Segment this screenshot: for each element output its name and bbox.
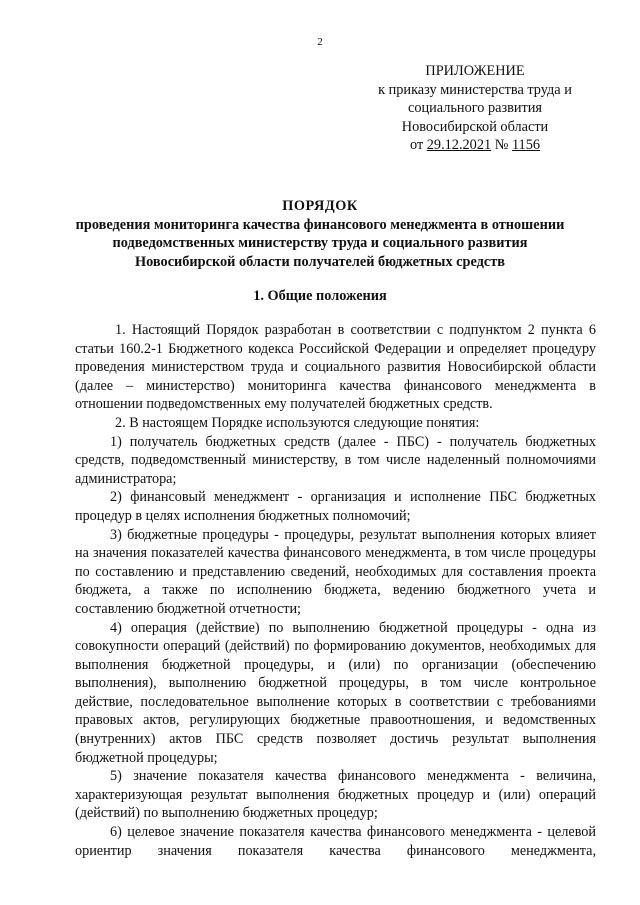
paragraph-definition-2: 2) финансовый менеджмент - организация и исполнение ПБС бюджетных процедур в целях исполнения бюджетных полномочий; (75, 489, 596, 524)
title-line-3: Новосибирской области получателей бюджетных средств (135, 253, 505, 270)
appendix-line-3: Новосибирской области (401, 118, 549, 135)
document-title (62, 197, 578, 271)
paragraph-1: 1. Настоящий Порядок разработан в соответствии с подпунктом 2 пункта 6 статьи 160.2-1 Бюджетного кодекса Российской Федерации и определяет процедуру проведения министерством труда и социального развития Новосибирской области (далее – министерство) мониторинга качества финансового менеджмента в отношении подведомственных ему получателей бюджетных средств. (75, 322, 596, 413)
number-prefix: № (494, 137, 509, 154)
document-body (75, 321, 596, 860)
section-heading: 1. Общие положения (253, 288, 387, 304)
paragraph-definition-1: 1) получатель бюджетных средств (далее - ПБС) - получатель бюджетных средств, подведомственный министерству, в том числе наделенный полномочиями администратора; (75, 433, 596, 487)
appendix-title: ПРИЛОЖЕНИЕ (425, 63, 525, 79)
appendix-line-2: социального развития (408, 100, 542, 117)
paragraph-definition-4: 4) операция (действие) по выполнению бюджетной процедуры - одна из совокупности операций (действий) по формированию документов, необходимых для выполнения бюджетной процедуры, и (или) по организации (обеспечению выполнения), выполнению бюджетной процедуры, в том числе контрольное действие, последовательное выполнение которых в соответствии с требованиями правовых актов, регулирующих бюджетные правоотношения, и ведомственных (внутренних) актов ПБС средств позволяет достичь результат выполнения бюджетной процедуры; (75, 619, 596, 766)
title-main: ПОРЯДОК (282, 198, 358, 214)
page-number: 2 (317, 36, 323, 48)
appendix-block (362, 62, 588, 155)
paragraph-definition-5: 5) значение показателя качества финансового менеджмента - величина, характеризующая результат выполнения бюджетных процедур и (или) операций (действий) по выполнению бюджетных процедур; (75, 768, 596, 822)
order-number: 1156 (511, 137, 541, 154)
title-line-2: подведомственных министерству труда и социального развития (112, 235, 528, 252)
appendix-line-1: к приказу министерства труда и (378, 81, 572, 98)
appendix-order-reference (362, 136, 588, 155)
order-date: 29.12.2021 (426, 137, 492, 154)
paragraph-definition-6: 6) целевое значение показателя качества финансового менеджмента - целевой ориентир значения показателя качества финансового менеджмента, (75, 824, 596, 859)
paragraph-definition-3: 3) бюджетные процедуры - процедуры, результат выполнения которых влияет на значения показателей качества финансового менеджмента, в том числе процедуры по составлению и представлению сведений, необходимых для составления проекта бюджета, а также по исполнению бюджета, ведению бюджетного учета и составлению бюджетной отчетности; (75, 526, 596, 617)
title-line-1: проведения мониторинга качества финансового менеджмента в отношении (75, 216, 565, 233)
date-prefix: от (409, 137, 424, 154)
paragraph-2: 2. В настоящем Порядке используются следующие понятия: (115, 414, 480, 431)
